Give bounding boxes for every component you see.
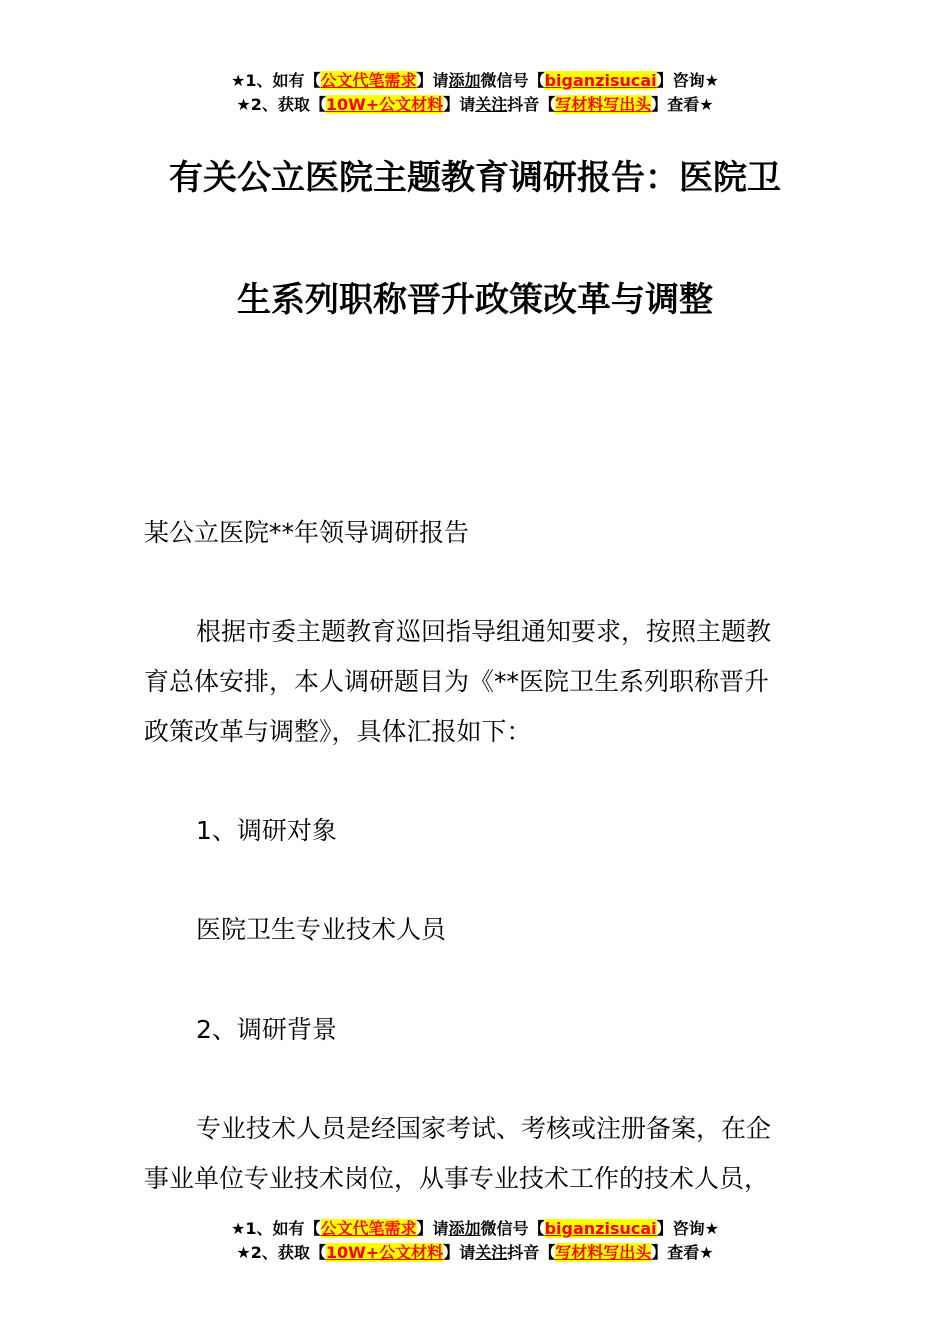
paragraph-line: 专业技术人员是经国家考试、考核或注册备案，在企 <box>196 1114 772 1143</box>
document-title-line-1: 有关公立医院主题教育调研报告：医院卫 <box>169 158 781 198</box>
promo-text: 】咨询★ <box>656 1219 719 1238</box>
promo-banner-top <box>0 69 950 117</box>
paragraph-line: 根据市委主题教育巡回指导组通知要求，按照主题教 <box>196 617 772 646</box>
promo-highlight: 10W+公文材料 <box>325 95 444 114</box>
paragraph-line: 育总体安排，本人调研题目为《**医院卫生系列职称晋升 <box>144 667 770 696</box>
promo-underlined: 添加 <box>448 71 481 90</box>
promo-douyin-id: 写材料写出头 <box>555 1243 652 1262</box>
promo-line-2 <box>0 1241 950 1265</box>
promo-underlined: 关注 <box>475 95 508 114</box>
promo-line-1 <box>0 69 950 93</box>
promo-text: 抖音【 <box>507 1243 556 1262</box>
promo-banner-bottom <box>0 1217 950 1265</box>
promo-text: ★2、获取【 <box>236 95 326 114</box>
intro-paragraph <box>144 607 771 757</box>
promo-highlight: 10W+公文材料 <box>325 1243 444 1262</box>
promo-wechat-id: biganzisucai <box>544 71 657 90</box>
promo-line-2 <box>0 93 950 117</box>
promo-text: 】请 <box>443 1243 476 1262</box>
promo-text: 抖音【 <box>507 95 556 114</box>
section-2-heading: 2、调研背景 <box>196 1015 337 1044</box>
promo-text: 】请 <box>443 95 476 114</box>
promo-text: 】请 <box>416 1219 449 1238</box>
document-title-line-2: 生系列职称晋升政策改革与调整 <box>237 280 713 320</box>
promo-douyin-id: 写材料写出头 <box>555 95 652 114</box>
section-2-paragraph <box>144 1104 771 1204</box>
promo-underlined: 添加 <box>448 1219 481 1238</box>
section-1-heading: 1、调研对象 <box>196 816 337 845</box>
promo-line-1 <box>0 1217 950 1241</box>
paragraph-line: 政策改革与调整》，具体汇报如下： <box>144 717 532 746</box>
section-1-text: 医院卫生专业技术人员 <box>196 915 447 944</box>
promo-text: ★1、如有【 <box>231 1219 321 1238</box>
promo-highlight: 公文代笔需求 <box>320 1219 417 1238</box>
promo-text: ★1、如有【 <box>231 71 321 90</box>
promo-underlined: 关注 <box>475 1243 508 1262</box>
promo-text: ★2、获取【 <box>236 1243 326 1262</box>
promo-text: 微信号【 <box>480 71 545 90</box>
promo-text: 】查看★ <box>651 1243 714 1262</box>
promo-wechat-id: biganzisucai <box>544 1219 657 1238</box>
promo-text: 】请 <box>416 71 449 90</box>
paragraph-line: 事业单位专业技术岗位，从事专业技术工作的技术人员， <box>144 1164 770 1193</box>
report-subtitle: 某公立医院**年领导调研报告 <box>144 518 470 547</box>
promo-text: 】咨询★ <box>656 71 719 90</box>
promo-text: 】查看★ <box>651 95 714 114</box>
promo-text: 微信号【 <box>480 1219 545 1238</box>
promo-highlight: 公文代笔需求 <box>320 71 417 90</box>
